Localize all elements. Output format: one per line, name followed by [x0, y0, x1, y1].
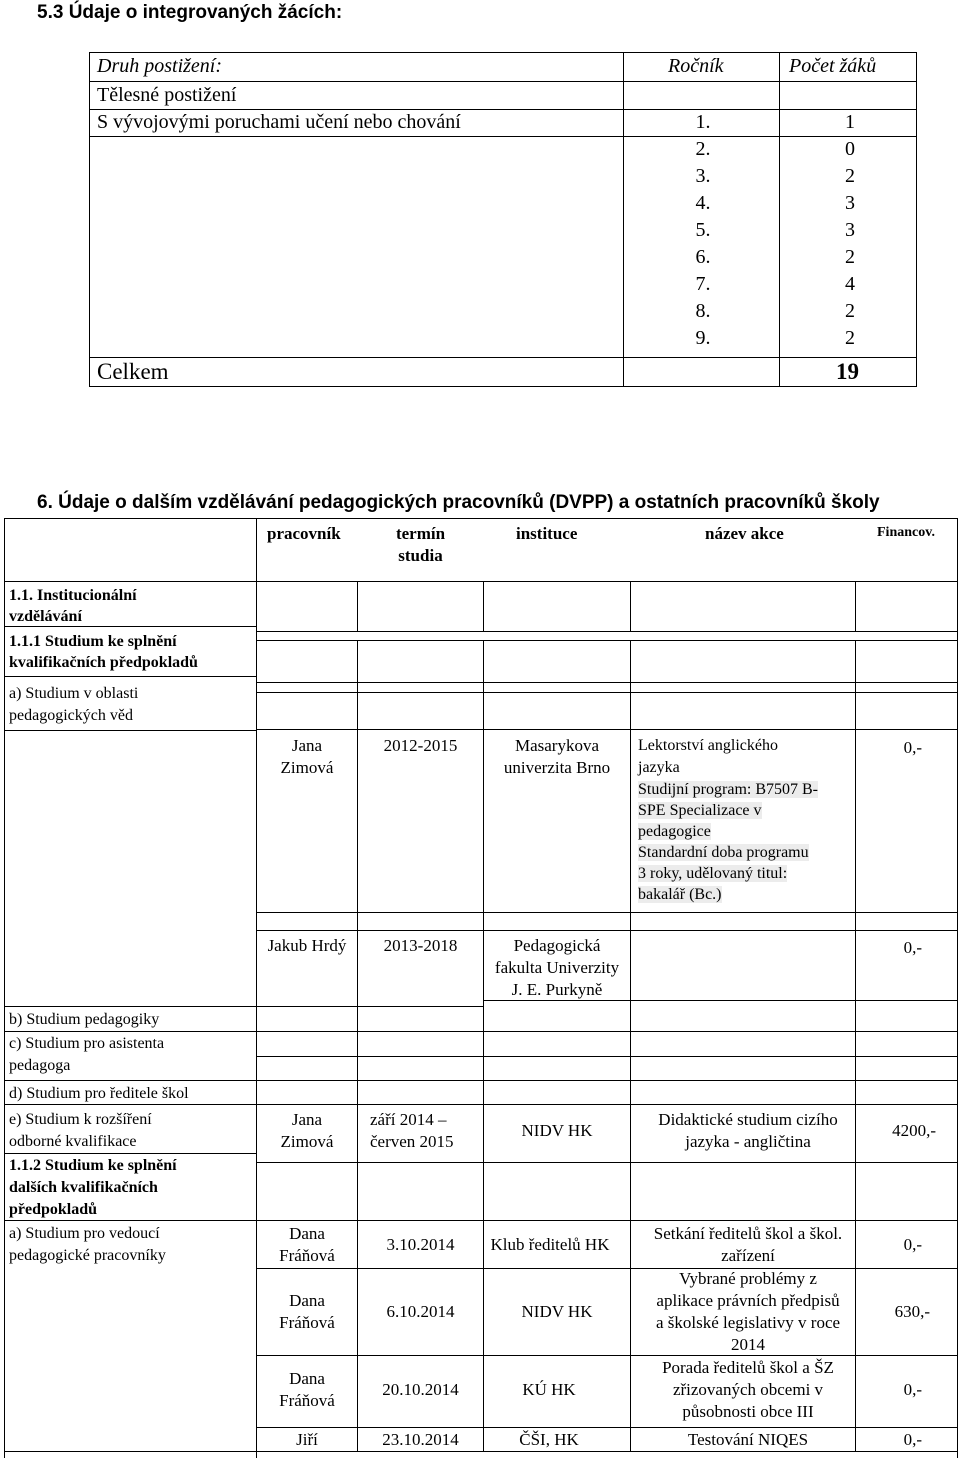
count-cell: 2	[845, 165, 855, 187]
worker-name: Dana	[289, 1224, 325, 1243]
action-name-2: jazyka - angličtina	[685, 1132, 811, 1151]
term: září 2014 –	[370, 1110, 447, 1129]
grade-cell: 3.	[695, 165, 711, 187]
category-further-3: předpokladů	[9, 1201, 98, 1218]
financing: 0,-	[903, 738, 922, 757]
program-line: SPE Specializace v	[638, 802, 762, 819]
action-name-2: zřizovaných obcemi v	[672, 1380, 824, 1399]
term: 2012-2015	[383, 736, 458, 755]
count-cell: 2	[845, 300, 855, 322]
total-label: Celkem	[97, 359, 169, 384]
category-a-2: pedagogických věd	[9, 707, 133, 724]
count-cell: 3	[845, 192, 855, 214]
category-e: e) Studium k rozšíření	[9, 1111, 152, 1128]
grade-cell: 6.	[695, 246, 711, 268]
term: 23.10.2014	[382, 1430, 459, 1449]
grade-cell: 2.	[695, 138, 711, 160]
grade-cell: 5.	[695, 219, 711, 241]
financing: 4200,-	[892, 1121, 936, 1140]
grade-cell: 1.	[695, 111, 711, 133]
grade-cell: 4.	[695, 192, 711, 214]
category-further: 1.1.2 Studium ke splnění	[9, 1157, 177, 1174]
institution: NIDV HK	[521, 1302, 593, 1321]
financing: 0,-	[903, 1430, 922, 1449]
action-name-4: 2014	[731, 1335, 765, 1354]
col-institution: instituce	[516, 524, 578, 543]
institution: KÚ HK	[522, 1380, 576, 1399]
disability-type: Tělesné postižení	[97, 84, 237, 106]
grade-cell: 9.	[695, 327, 711, 349]
category-further-2: dalších kvalifikačních	[9, 1179, 158, 1196]
institution: Pedagogická	[513, 936, 601, 955]
action-name: Lektorství anglického	[638, 737, 778, 754]
worker-name: Jiří	[296, 1430, 318, 1449]
grade-cell: 7.	[695, 273, 711, 295]
institution: Masarykova	[514, 736, 600, 755]
col-term: termín	[395, 524, 446, 543]
grade-header: Ročník	[668, 55, 724, 77]
count-cell: 2	[845, 246, 855, 268]
worker-name: Dana	[289, 1291, 325, 1310]
financing: 630,-	[894, 1302, 930, 1321]
worker-name-2: Fráňová	[279, 1391, 335, 1410]
action-name-2: zařízení	[721, 1246, 775, 1265]
category-qualification: 1.1.1 Studium ke splnění	[9, 633, 177, 650]
worker-name-2: Fráňová	[279, 1313, 335, 1332]
col-action: název akce	[705, 524, 784, 543]
term-2: červen 2015	[370, 1132, 454, 1151]
program-line: 3 roky, udělovaný titul:	[638, 865, 788, 882]
total-value: 19	[836, 359, 859, 384]
grade-cell: 8.	[695, 300, 711, 322]
program-info	[638, 779, 818, 905]
institution: NIDV HK	[521, 1121, 593, 1140]
count-header: Počet žáků	[789, 55, 877, 77]
institution-2: univerzita Brno	[503, 758, 611, 777]
action-name: Didaktické studium cizího	[658, 1110, 838, 1129]
category-b: b) Studium pedagogiky	[9, 1011, 160, 1028]
institution-2: fakulta Univerzity	[494, 958, 620, 977]
action-name: Testování NIQES	[687, 1430, 809, 1449]
term: 6.10.2014	[386, 1302, 455, 1321]
action-name: Porada ředitelů škol a ŠZ	[662, 1358, 834, 1377]
category-e-2: odborné kvalifikace	[9, 1133, 137, 1150]
disability-header: Druh postižení:	[97, 55, 222, 77]
col-worker: pracovník	[267, 524, 341, 543]
count-cell: 2	[845, 327, 855, 349]
col-finance: Financov.	[877, 525, 935, 540]
count-cell: 4	[845, 273, 855, 295]
institution: ČŠI, HK	[519, 1430, 579, 1449]
category-a: a) Studium v oblasti	[9, 685, 139, 702]
action-name: Vybrané problémy z	[679, 1269, 817, 1288]
category-institutional-2: vzdělávání	[9, 608, 82, 625]
worker-name: Dana	[289, 1369, 325, 1388]
term: 20.10.2014	[382, 1380, 459, 1399]
institution-3: J. E. Purkyně	[511, 980, 603, 999]
action-name-2: jazyka	[638, 759, 680, 776]
program-line: Studijní program: B7507 B-	[638, 781, 818, 798]
count-cell: 0	[845, 138, 855, 160]
worker-name-2: Zimová	[280, 1132, 334, 1151]
financing: 0,-	[903, 1380, 922, 1399]
financing: 0,-	[903, 938, 922, 957]
category-qualification-2: kvalifikačních předpokladů	[9, 654, 198, 671]
section-5-3-heading: 5.3 Údaje o integrovaných žácích:	[37, 2, 343, 23]
worker-name: Jakub Hrdý	[267, 936, 347, 955]
worker-name-2: Zimová	[280, 758, 334, 777]
col-term-2: studia	[398, 546, 443, 565]
program-line: Standardní doba programu	[638, 844, 809, 861]
section-6-heading: 6. Údaje o dalším vzdělávání pedagogických pracovníků (DVPP) a ostatních pracovníků školy	[37, 492, 880, 513]
count-cell: 3	[845, 219, 855, 241]
worker-name-2: Fráňová	[279, 1246, 335, 1265]
action-name: Setkání ředitelů škol a škol.	[653, 1224, 843, 1243]
term: 3.10.2014	[386, 1235, 455, 1254]
category-f-2: pedagogické pracovníky	[9, 1247, 166, 1264]
category-d: d) Studium pro ředitele škol	[9, 1085, 189, 1102]
action-name-3: a školské legislativy v roce	[655, 1313, 841, 1332]
worker-name: Jana	[291, 736, 323, 755]
category-c-2: pedagoga	[9, 1057, 71, 1074]
category-f: a) Studium pro vedoucí	[9, 1225, 160, 1242]
institution: Klub ředitelů HK	[490, 1235, 610, 1254]
term: 2013-2018	[383, 936, 458, 955]
worker-name: Jana	[291, 1110, 323, 1129]
count-cell: 1	[845, 111, 855, 133]
action-name-2: aplikace právních předpisů	[656, 1291, 840, 1310]
category-c: c) Studium pro asistenta	[9, 1035, 165, 1052]
action-name-3: působnosti obce III	[682, 1402, 814, 1421]
disability-type: S vývojovými poruchami učení nebo chování	[97, 111, 461, 133]
category-institutional: 1.1. Institucionální	[9, 587, 137, 604]
program-line: bakalář (Bc.)	[638, 886, 722, 903]
financing: 0,-	[903, 1235, 922, 1254]
program-line: pedagogice	[638, 823, 711, 840]
